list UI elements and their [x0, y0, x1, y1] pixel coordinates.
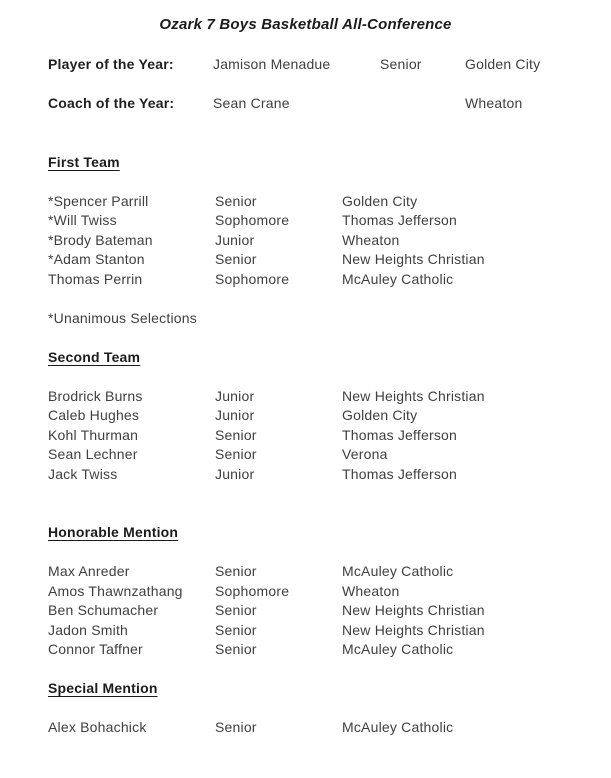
award-row-player-of-year [48, 55, 591, 75]
roster-row [48, 640, 591, 660]
player-name: Amos Thawnzathang [48, 582, 183, 599]
player-class: Sophomore [215, 270, 290, 287]
player-school: Wheaton [342, 582, 400, 599]
roster-row [48, 445, 591, 465]
player-school: Thomas Jefferson [342, 465, 457, 482]
player-school: Golden City [342, 192, 418, 209]
roster-honorable-mention [48, 562, 591, 660]
roster-row [48, 426, 591, 446]
player-school: New Heights Christian [342, 387, 485, 404]
player-class: Junior [215, 465, 255, 482]
player-class: Junior [215, 231, 255, 248]
player-class: Senior [215, 621, 257, 638]
player-class: Senior [215, 563, 257, 579]
player-class: Sophomore [215, 212, 290, 228]
player-name: Alex Bohachick [48, 719, 147, 735]
roster-row [48, 465, 591, 485]
player-school: Verona [342, 446, 388, 462]
player-name: *Brody Bateman [48, 231, 153, 248]
player-class: Sophomore [215, 582, 290, 599]
roster-row [48, 192, 591, 212]
player-name: Jadon Smith [48, 621, 129, 638]
player-name: Max Anreder [48, 563, 130, 579]
award-row-coach-of-year [48, 94, 591, 114]
player-name: Thomas Perrin [48, 270, 143, 287]
player-name: *Adam Stanton [48, 251, 145, 267]
award-class: Senior [380, 56, 422, 72]
player-class: Junior [215, 387, 255, 404]
player-class: Senior [215, 251, 257, 267]
section-header-special-mention: Special Mention [48, 680, 158, 696]
roster-row [48, 387, 591, 407]
award-school: Wheaton [465, 95, 523, 111]
section-header-first-team: First Team [48, 153, 120, 170]
player-class: Senior [215, 192, 257, 209]
roster-special-mention [48, 718, 591, 738]
player-name: Jack Twiss [48, 465, 118, 482]
roster-row [48, 406, 591, 426]
roster-first-team [48, 192, 591, 290]
player-class: Senior [215, 426, 257, 443]
player-school: Golden City [342, 407, 418, 423]
player-name: Ben Schumacher [48, 602, 159, 618]
roster-row [48, 231, 591, 251]
player-name: *Will Twiss [48, 212, 117, 228]
player-name: Brodrick Burns [48, 387, 143, 404]
player-school: New Heights Christian [342, 251, 485, 267]
player-school: New Heights Christian [342, 602, 485, 618]
player-class: Senior [215, 719, 257, 735]
player-class: Senior [215, 446, 257, 462]
roster-row [48, 211, 591, 231]
player-name: Connor Taffner [48, 641, 143, 657]
roster-row [48, 601, 591, 621]
player-school: McAuley Catholic [342, 641, 454, 657]
player-name: Sean Lechner [48, 446, 138, 462]
player-class: Senior [215, 602, 257, 618]
roster-row [48, 270, 591, 290]
player-school: New Heights Christian [342, 621, 485, 638]
award-name: Sean Crane [213, 95, 290, 111]
award-name: Jamison Menadue [213, 56, 331, 72]
section-header-second-team: Second Team [48, 348, 141, 365]
player-name: *Spencer Parrill [48, 192, 149, 209]
player-school: McAuley Catholic [342, 270, 454, 287]
player-school: Thomas Jefferson [342, 426, 457, 443]
roster-row [48, 718, 591, 738]
roster-row [48, 250, 591, 270]
player-school: McAuley Catholic [342, 719, 454, 735]
player-name: Kohl Thurman [48, 426, 139, 443]
roster-second-team [48, 387, 591, 485]
player-school: McAuley Catholic [342, 563, 454, 579]
section-header-honorable-mention: Honorable Mention [48, 524, 179, 540]
player-class: Senior [215, 641, 257, 657]
player-school: Thomas Jefferson [342, 212, 457, 228]
award-label: Coach of the Year: [48, 95, 175, 111]
document-page [0, 15, 611, 738]
roster-row [48, 582, 591, 602]
unanimous-selections-footnote: *Unanimous Selections [48, 309, 197, 326]
player-class: Junior [215, 407, 255, 423]
roster-row [48, 562, 591, 582]
award-label: Player of the Year: [48, 56, 174, 72]
player-name: Caleb Hughes [48, 407, 140, 423]
player-school: Wheaton [342, 231, 400, 248]
award-school: Golden City [465, 56, 541, 72]
roster-row [48, 621, 591, 641]
page-title: Ozark 7 Boys Basketball All-Conference [159, 16, 452, 33]
